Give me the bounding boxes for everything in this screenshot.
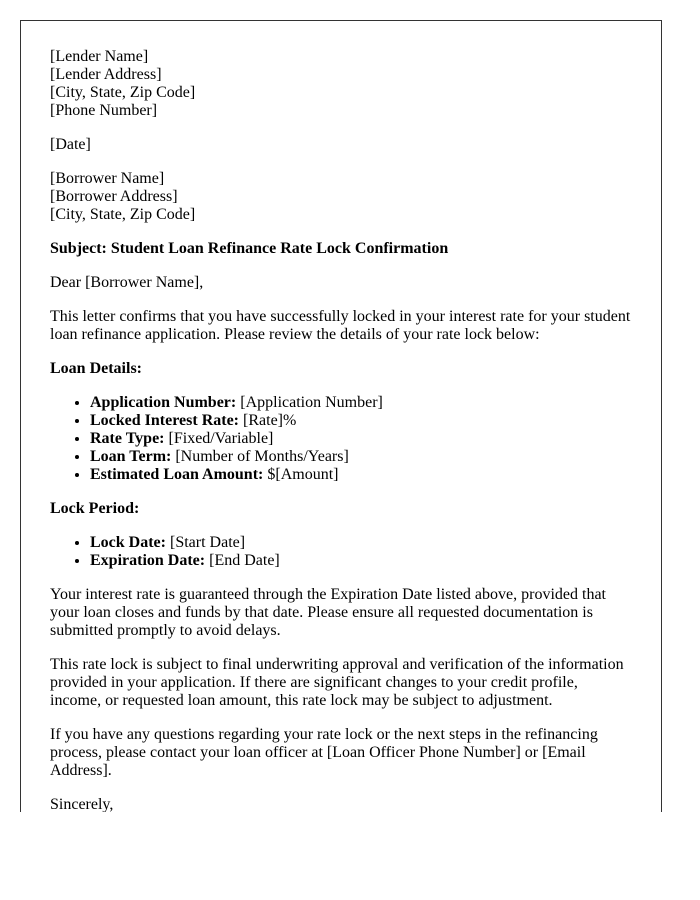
lock-period-list bbox=[50, 534, 631, 570]
item-label: Estimated Loan Amount: bbox=[90, 466, 264, 483]
lender-block bbox=[50, 48, 631, 120]
item-value: [Number of Months/Years] bbox=[171, 448, 349, 465]
lock-period-heading: Lock Period: bbox=[50, 500, 140, 517]
contact-paragraph: If you have any questions regarding your rate lock or the next steps in the refinancing process, please contact your loan officer at [Loan Officer Phone Number] or [Email Address]. bbox=[50, 726, 598, 779]
item-label: Expiration Date: bbox=[90, 552, 206, 569]
item-value: [Rate]% bbox=[239, 412, 297, 429]
lender-phone: [Phone Number] bbox=[50, 102, 158, 119]
intro-paragraph: This letter confirms that you have successfully locked in your interest rate for your student loan refinance application. Please review the details of your rate lock below: bbox=[50, 308, 631, 343]
underwriting-paragraph: This rate lock is subject to final underwriting approval and verification of the information provided in your application. If there are significant changes to your credit profile, income, or requested loan amount, this rate lock may be subject to adjustment. bbox=[50, 656, 624, 709]
letter-page bbox=[20, 20, 662, 812]
lender-name: [Lender Name] bbox=[50, 48, 149, 65]
item-value: [Fixed/Variable] bbox=[164, 430, 274, 447]
lender-city: [City, State, Zip Code] bbox=[50, 84, 196, 101]
item-value: [Start Date] bbox=[165, 534, 246, 551]
letter-date: [Date] bbox=[50, 136, 91, 153]
lender-address: [Lender Address] bbox=[50, 66, 162, 83]
list-item bbox=[90, 412, 631, 430]
list-item bbox=[90, 552, 631, 570]
list-item bbox=[90, 448, 631, 466]
subject-line: Subject: Student Loan Refinance Rate Lock Confirmation bbox=[50, 240, 449, 257]
list-item bbox=[90, 394, 631, 412]
item-label: Rate Type: bbox=[90, 430, 165, 447]
borrower-city: [City, State, Zip Code] bbox=[50, 206, 196, 223]
salutation: Dear [Borrower Name], bbox=[50, 274, 204, 291]
item-value: [Application Number] bbox=[236, 394, 383, 411]
loan-details-list bbox=[50, 394, 631, 484]
item-value: $[Amount] bbox=[263, 466, 339, 483]
item-label: Lock Date: bbox=[90, 534, 166, 551]
closing: Sincerely, bbox=[50, 796, 114, 812]
guarantee-paragraph: Your interest rate is guaranteed through the Expiration Date listed above, provided that your loan closes and funds by that date. Please ensure all requested documentation is submitted promptly to avoid delays. bbox=[50, 586, 606, 639]
list-item bbox=[90, 430, 631, 448]
list-item bbox=[90, 466, 631, 484]
borrower-name: [Borrower Name] bbox=[50, 170, 165, 187]
list-item bbox=[90, 534, 631, 552]
borrower-address: [Borrower Address] bbox=[50, 188, 178, 205]
borrower-block bbox=[50, 170, 631, 224]
item-label: Loan Term: bbox=[90, 448, 172, 465]
item-label: Locked Interest Rate: bbox=[90, 412, 240, 429]
item-value: [End Date] bbox=[205, 552, 280, 569]
item-label: Application Number: bbox=[90, 394, 237, 411]
loan-details-heading: Loan Details: bbox=[50, 360, 142, 377]
